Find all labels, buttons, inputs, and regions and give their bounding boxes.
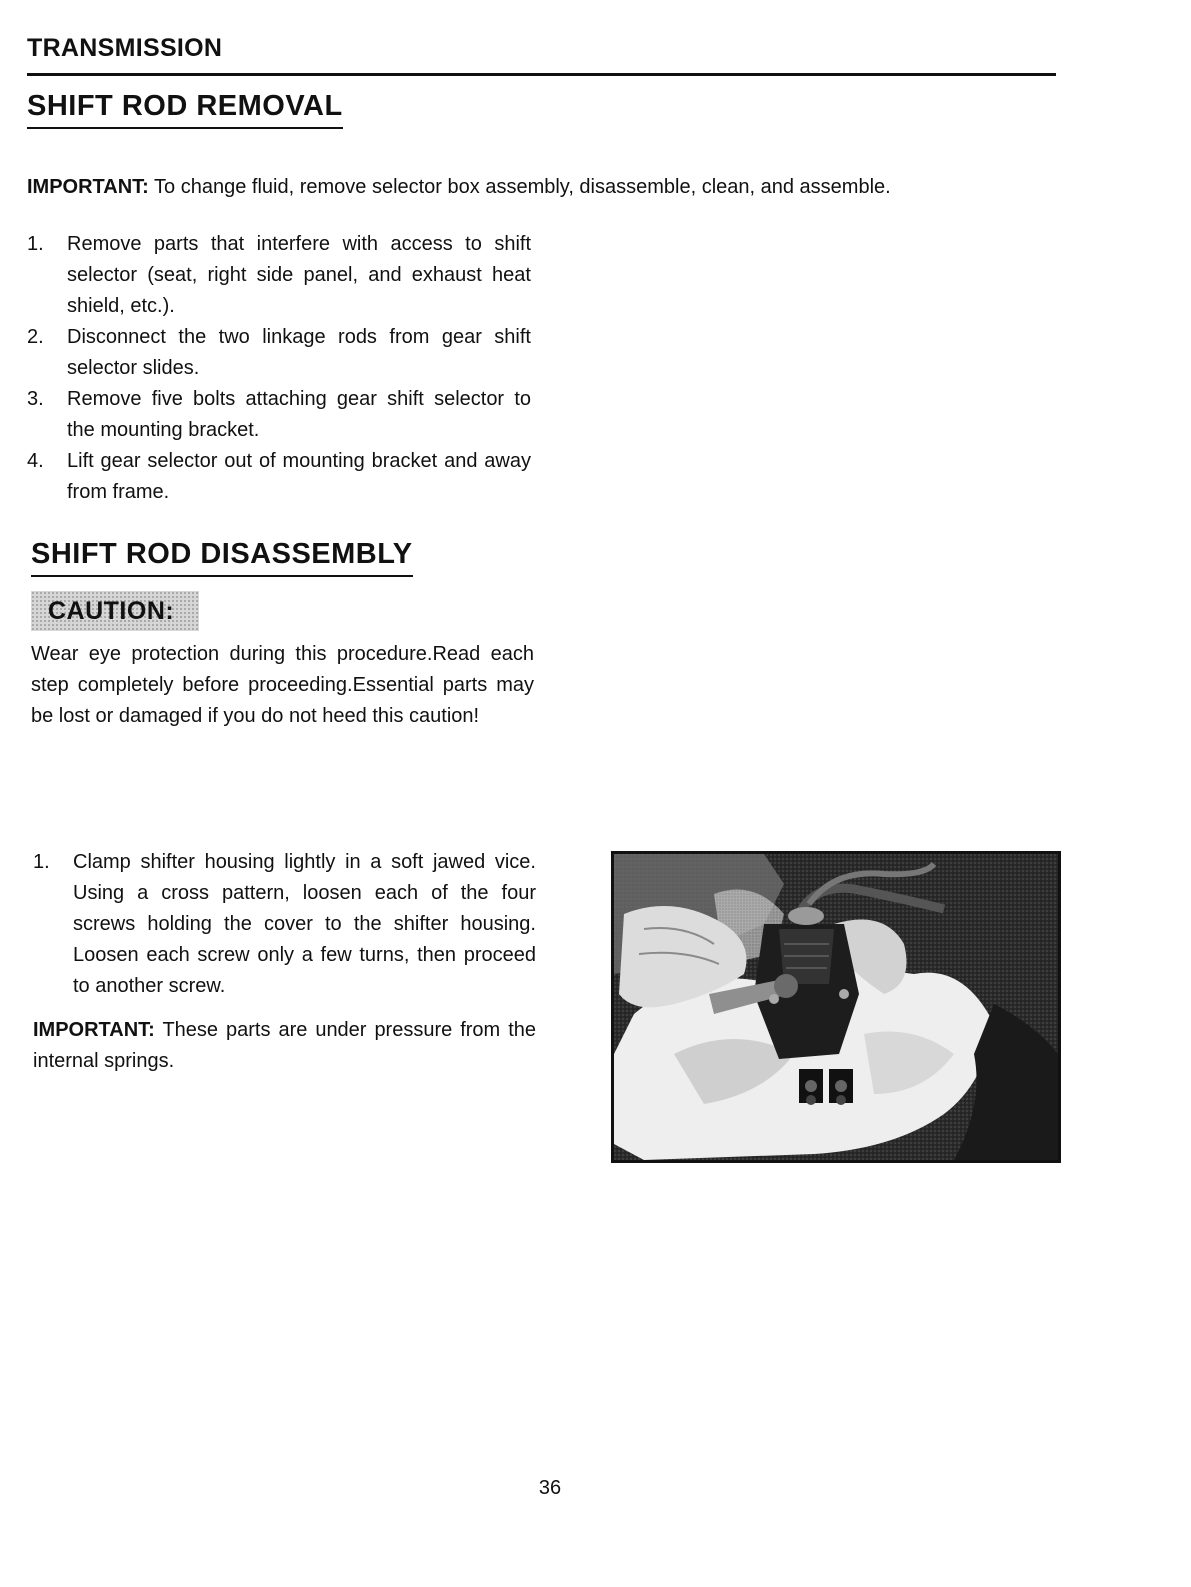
caution-label: CAUTION: bbox=[31, 591, 199, 631]
shifter-photo-illustration bbox=[614, 854, 1058, 1160]
step-number: 2. bbox=[27, 326, 44, 348]
disassembly-steps-list bbox=[33, 847, 536, 1002]
step-number: 1. bbox=[33, 851, 50, 873]
list-item bbox=[27, 446, 531, 508]
step-number: 4. bbox=[27, 450, 44, 472]
list-item bbox=[27, 322, 531, 384]
step-text: Lift gear selector out of mounting bracket and away from frame. bbox=[67, 450, 531, 503]
removal-important-note bbox=[27, 172, 891, 203]
header-rule bbox=[27, 73, 1056, 76]
list-item bbox=[33, 847, 536, 1002]
important-text: These parts are under pressure from the internal springs. bbox=[33, 1019, 536, 1072]
step-text: Remove parts that interfere with access to shift selector (seat, right side panel, and exhaust heat shield, etc.). bbox=[67, 233, 531, 317]
section-header: TRANSMISSION bbox=[27, 34, 223, 62]
list-item bbox=[27, 384, 531, 446]
page-number: 36 bbox=[538, 1477, 562, 1499]
shift-rod-removal-heading: SHIFT ROD REMOVAL bbox=[27, 90, 343, 129]
step-text: Clamp shifter housing lightly in a soft jawed vice. Using a cross pattern, loosen each of the four screws holding the cover to the shifter housing. Loosen each screw only a few turns, then proceed to another screw. bbox=[73, 851, 536, 997]
important-label: IMPORTANT: bbox=[33, 1019, 155, 1041]
step-text: Remove five bolts attaching gear shift selector to the mounting bracket. bbox=[67, 388, 531, 441]
important-text: To change fluid, remove selector box assembly, disassemble, clean, and assemble. bbox=[148, 176, 891, 198]
list-item bbox=[27, 229, 531, 322]
removal-steps-list bbox=[27, 229, 531, 508]
step-number: 1. bbox=[27, 233, 44, 255]
shift-rod-disassembly-heading: SHIFT ROD DISASSEMBLY bbox=[31, 538, 413, 577]
shifter-housing-photo bbox=[611, 851, 1061, 1163]
important-label: IMPORTANT: bbox=[27, 176, 149, 198]
step-number: 3. bbox=[27, 388, 44, 410]
caution-text: Wear eye protection during this procedure.Read each step completely before proceeding.Essential parts may be lost or damaged if you do not heed this caution! bbox=[31, 643, 534, 727]
step-text: Disconnect the two linkage rods from gear shift selector slides. bbox=[67, 326, 531, 379]
disassembly-important-note bbox=[33, 1015, 536, 1077]
